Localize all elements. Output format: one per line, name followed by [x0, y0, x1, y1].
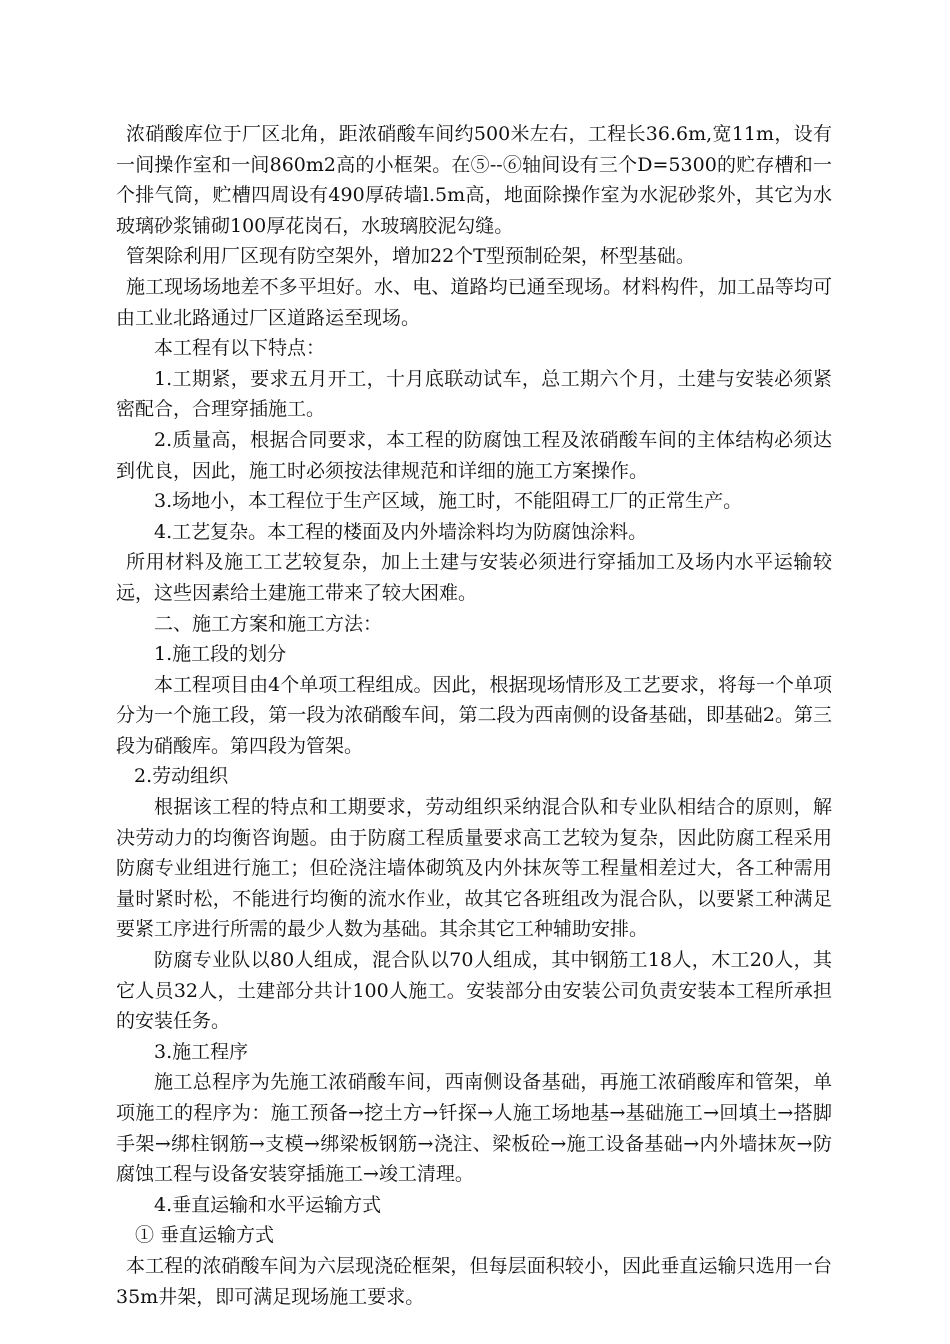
paragraph-materials: 所用材料及施工工艺较复杂，加上土建与安装必须进行穿插加工及场内水平运输较远，这些因素给土建施工带来了较大困难。 [116, 551, 832, 604]
paragraph-labor-organization: 根据该工程的特点和工期要求，劳动组织采纳混合队和专业队相结合的原则，解决劳动力的均衡咨询题。由于防腐工程质量要求高工艺较为复杂，因此防腐工程采用防腐专业组进行施工；但砼浇注墙体砌筑及内外抹灰等工程量相差过大，各工种需用量时紧时松，不能进行均衡的流水作业，故其它各班组改为混合队，以要紧工种满足要紧工序进行所需的最少人数为基础。其余其它工种辅助安排。 [116, 796, 832, 941]
paragraph-warehouse-overview: 浓硝酸库位于厂区北角，距浓硝酸车间约500米左右，工程长36.6m,宽11m，设有一间操作室和一间860m2高的小框架。在⑤--⑥轴间设有三个D=5300的贮存槽和一个排气筒，贮槽四周设有490厚砖墙l.5m高，地面除操作室为水泥砂浆外，其它为水玻璃砂浆铺砌100厚花岗石，水玻璃胶泥勾缝。 [116, 123, 832, 237]
document-body [116, 119, 832, 1312]
paragraph-construction-sequence: 施工总程序为先施工浓硝酸车间，西南侧设备基础，再施工浓硝酸库和管架，单项施工的程序为：施工预备→挖土方→钎探→人施工场地基→基础施工→回填土→搭脚手架→绑柱钢筋→支模→绑梁板钢筋→浇注、梁板砼→施工设备基础→内外墙抹灰→防腐蚀工程与设备安装穿插施工→竣工清理。 [116, 1071, 832, 1186]
heading-construction-plan: 二、施工方案和施工方法： [154, 612, 383, 635]
heading-section-division: 1.施工段的划分 [154, 643, 287, 666]
paragraph-feature-4: 4.工艺复杂。本工程的楼面及内外墙涂料均为防腐蚀涂料。 [154, 520, 648, 543]
paragraph-site-conditions: 施工现场场地差不多平坦好。水、电、道路均已通至现场。材料构件，加工品等均可由工业北路通过厂区道路运至现场。 [116, 275, 832, 329]
heading-labor-organization: 2.劳动组织 [134, 765, 229, 788]
paragraph-team-composition: 防腐专业队以80人组成，混合队以70人组成，其中钢筋工18人，木工20人，其它人员32人，土建部分共计100人施工。安装部分由安装公司负责安装本工程所承担的安装任务。 [116, 949, 832, 1033]
heading-vertical-transport: ① 垂直运输方式 [135, 1224, 275, 1247]
heading-transport-methods: 4.垂直运输和水平运输方式 [154, 1193, 382, 1216]
heading-construction-sequence: 3.施工程序 [154, 1040, 249, 1063]
paragraph-vertical-transport: 本工程的浓硝酸车间为六层现浇砼框架，但每层面积较小，因此垂直运输只选用一台35m井架，即可满足现场施工要求。 [116, 1254, 832, 1308]
paragraph-feature-1: 1.工期紧，要求五月开工，十月底联动试车，总工期六个月，土建与安装必须紧密配合，合理穿插施工。 [116, 367, 832, 421]
paragraph-features-intro: 本工程有以下特点： [154, 337, 326, 360]
paragraph-feature-3: 3.场地小，本工程位于生产区域，施工时，不能阻碍工厂的正常生产。 [154, 490, 743, 513]
paragraph-section-division: 本工程项目由4个单项工程组成。因此，根据现场情形及工艺要求，将每一个单项分为一个施工段，第一段为浓硝酸车间，第二段为西南侧的设备基础，即基础2。第三段为硝酸库。第四段为管架。 [116, 673, 832, 757]
paragraph-pipe-rack: 管架除利用厂区现有防空架外，增加22个T型预制砼架，杯型基础。 [126, 245, 695, 268]
paragraph-feature-2: 2.质量高，根据合同要求，本工程的防腐蚀工程及浓硝酸车间的主体结构必须达到优良，因此，施工时必须按法律规范和详细的施工方案操作。 [116, 428, 832, 482]
